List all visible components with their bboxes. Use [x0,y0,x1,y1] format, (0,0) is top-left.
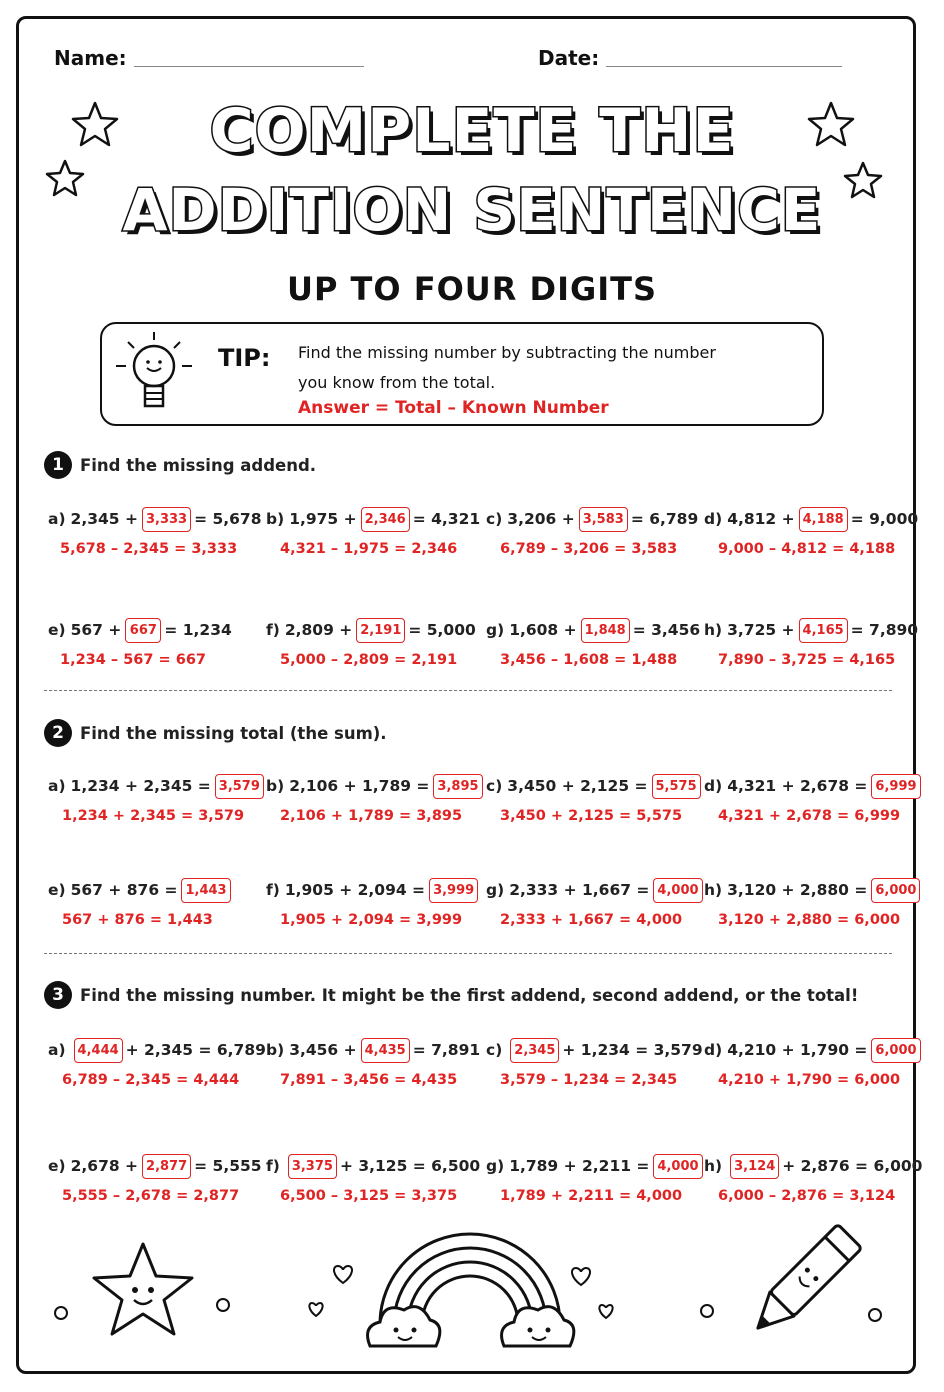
problem-before: 1,789 + 2,211 = [509,1157,650,1175]
answer-box[interactable]: 5,575 [652,774,701,799]
tip-formula: Answer = Total – Known Number [298,398,609,418]
section-3-header [44,980,858,1010]
problem-letter: g) [486,881,505,899]
worked-solution: 2,106 + 1,789 = 3,895 [280,808,463,824]
problem-before: 3,450 + 2,125 = [507,777,648,795]
problem-before: 567 + 876 = [70,881,178,899]
page-title-line2: ADDITION SENTENCE [122,176,822,244]
star-icon [44,158,86,200]
circle-icon [698,1302,716,1320]
answer-box[interactable]: 4,000 [653,878,702,903]
problem-before: 3,725 + [727,621,795,639]
answer-box[interactable]: 3,579 [215,774,264,799]
section-heading: Find the missing addend. [80,455,317,475]
answer-box[interactable]: 4,000 [653,1154,702,1179]
circle-icon [214,1296,232,1314]
problem-equation [486,874,706,906]
problem-after: + 1,234 = 3,579 [562,1041,703,1059]
answer-box[interactable]: 6,999 [871,774,920,799]
problem-after: = 9,000 [850,510,919,528]
problem-equation [48,1034,266,1066]
answer-box[interactable]: 1,848 [581,618,630,643]
worked-solution: 2,333 + 1,667 = 4,000 [500,912,683,928]
worked-solution: 4,321 + 2,678 = 6,999 [718,808,901,824]
worked-solution: 6,789 – 3,206 = 3,583 [500,541,678,557]
problem-after: = 3,456 [632,621,701,639]
problem-equation [704,770,924,802]
worked-solution: 4,210 + 1,790 = 6,000 [718,1072,901,1088]
answer-box[interactable]: 3,375 [288,1154,337,1179]
worked-solution: 6,000 – 2,876 = 3,124 [718,1188,896,1204]
problem-equation [266,1034,480,1066]
worked-solution: 5,678 – 2,345 = 3,333 [60,541,238,557]
section-2-header [44,718,387,748]
answer-box[interactable]: 3,583 [579,507,628,532]
problem-after: + 2,876 = 6,000 [782,1157,923,1175]
worked-solution: 3,450 + 2,125 = 5,575 [500,808,683,824]
worked-solution: 1,234 – 567 = 667 [60,652,206,668]
problem-letter: a) [48,777,66,795]
problem-letter: d) [704,1041,723,1059]
problem-letter: d) [704,510,723,528]
answer-box[interactable]: 667 [125,618,161,643]
section-number-badge: 2 [44,719,72,747]
answer-box[interactable]: 2,346 [361,507,410,532]
problem-before: 3,456 + [289,1041,357,1059]
lightbulb-icon [112,328,196,418]
problem-equation [704,1034,924,1066]
answer-box[interactable]: 3,124 [730,1154,779,1179]
problem-after: = 1,234 [164,621,232,639]
problem-after: = 6,789 [630,510,699,528]
star-icon [88,1238,198,1338]
worked-solution: 7,891 – 3,456 = 4,435 [280,1072,458,1088]
problem-before: 4,321 + 2,678 = [727,777,868,795]
circle-icon [52,1304,70,1322]
answer-box[interactable]: 2,191 [356,618,405,643]
worked-solution: 3,579 – 1,234 = 2,345 [500,1072,678,1088]
problem-letter: e) [48,881,66,899]
problem-equation [486,1034,703,1066]
problem-before: 4,210 + 1,790 = [727,1041,868,1059]
problem-letter: a) [48,510,66,528]
problem-before: 2,333 + 1,667 = [509,881,650,899]
problem-before: 2,678 + [70,1157,139,1175]
problem-letter: h) [704,881,723,899]
worked-solution: 4,321 – 1,975 = 2,346 [280,541,458,557]
problem-after: = 5,555 [194,1157,262,1175]
answer-box[interactable]: 4,165 [799,618,848,643]
problem-equation [486,770,704,802]
worked-solution: 1,905 + 2,094 = 3,999 [280,912,463,928]
problem-before: 4,812 + [727,510,795,528]
worked-solution: 1,234 + 2,345 = 3,579 [62,808,245,824]
problem-equation [266,503,480,535]
problem-equation [704,874,923,906]
problem-letter: b) [266,510,285,528]
problem-after: = 7,890 [850,621,919,639]
answer-box[interactable]: 3,895 [433,774,482,799]
section-heading: Find the missing number. It might be the first addend, second addend, or the total! [80,985,859,1005]
problem-letter: g) [486,1157,505,1175]
problem-equation [48,1150,262,1182]
problem-letter: a) [48,1041,66,1059]
problem-before: 2,345 + [70,510,138,528]
circle-icon [866,1306,884,1324]
problem-letter: f) [266,1157,280,1175]
answer-box[interactable]: 6,000 [871,878,920,903]
problem-after: = 7,891 [412,1041,481,1059]
problem-equation [486,1150,706,1182]
problem-letter: g) [486,621,505,639]
worked-solution: 567 + 876 = 1,443 [62,912,213,928]
problem-letter: b) [266,1041,285,1059]
worked-solution: 7,890 – 3,725 = 4,165 [718,652,896,668]
problem-letter: f) [266,881,280,899]
worked-solution: 6,789 – 2,345 = 4,444 [62,1072,240,1088]
answer-box[interactable]: 4,444 [74,1038,123,1063]
star-icon [70,100,120,150]
problem-after: = 5,678 [194,510,262,528]
star-icon [806,100,856,150]
problem-before: 2,106 + 1,789 = [289,777,430,795]
worked-solution: 3,456 – 1,608 = 1,488 [500,652,678,668]
problem-after: + 2,345 = 6,789 [125,1041,266,1059]
section-divider [44,953,892,954]
tip-text-line2: you know from the total. [298,373,496,392]
answer-box[interactable]: 6,000 [871,1038,920,1063]
answer-box[interactable]: 1,443 [181,878,230,903]
cloud-icon [502,1307,574,1346]
worked-solution: 1,789 + 2,211 = 4,000 [500,1188,683,1204]
worked-solution: 9,000 – 4,812 = 4,188 [718,541,896,557]
problem-before: 1,234 + 2,345 = [70,777,211,795]
problem-after: = 4,321 [412,510,481,528]
problem-letter: c) [486,777,503,795]
problem-letter: c) [486,1041,503,1059]
heart-icon [306,1300,326,1318]
answer-box[interactable]: 3,999 [429,878,478,903]
worked-solution: 5,555 – 2,678 = 2,877 [62,1188,240,1204]
problem-equation [704,1150,922,1182]
problem-before: 3,206 + [507,510,575,528]
problem-equation [704,503,918,535]
problem-after: = 5,000 [408,621,476,639]
problem-letter: h) [704,621,723,639]
problem-before: 1,608 + [509,621,577,639]
problem-before: 2,809 + [284,621,353,639]
problem-letter: b) [266,777,285,795]
worked-solution: 6,500 – 3,125 = 3,375 [280,1188,458,1204]
problem-equation [266,874,481,906]
heart-icon [596,1302,616,1320]
tip-label: TIP: [218,344,271,372]
worked-solution: 3,120 + 2,880 = 6,000 [718,912,901,928]
problem-equation [48,874,234,906]
name-label: Name: [54,46,127,70]
heart-icon [330,1262,356,1286]
section-number-badge: 1 [44,451,72,479]
problem-equation [486,503,698,535]
problem-equation [48,770,267,802]
problem-before: 1,905 + 2,094 = [284,881,426,899]
problem-equation [704,614,918,646]
problem-before: 1,975 + [289,510,357,528]
section-1-header [44,450,316,480]
answer-box[interactable]: 2,345 [510,1038,559,1063]
date-line[interactable] [606,66,842,67]
tip-text-line1: Find the missing number by subtracting the number [298,343,716,362]
date-label: Date: [538,46,600,70]
problem-letter: h) [704,1157,723,1175]
problem-equation [266,770,486,802]
problem-letter: e) [48,1157,66,1175]
star-icon [842,160,884,202]
problem-letter: c) [486,510,503,528]
answer-box[interactable]: 3,333 [142,507,191,532]
problem-equation [48,503,262,535]
worked-solution: 5,000 – 2,809 = 2,191 [280,652,458,668]
section-divider [44,690,892,691]
problem-equation [266,614,476,646]
pencil-icon [736,1220,866,1350]
problem-equation [48,614,232,646]
problem-after: + 3,125 = 6,500 [339,1157,481,1175]
section-number-badge: 3 [44,981,72,1009]
name-line[interactable] [134,66,364,67]
problem-letter: d) [704,777,723,795]
answer-box[interactable]: 2,877 [142,1154,191,1179]
answer-box[interactable]: 4,435 [361,1038,410,1063]
problem-equation [486,614,700,646]
answer-box[interactable]: 4,188 [799,507,848,532]
problem-letter: f) [266,621,280,639]
problem-before: 3,120 + 2,880 = [727,881,868,899]
section-heading: Find the missing total (the sum). [80,723,387,743]
cloud-icon [368,1307,440,1346]
rainbow-icon [360,1224,580,1354]
page-title-line1: COMPLETE THE [209,96,735,166]
page-subtitle: UP TO FOUR DIGITS [286,270,658,308]
problem-equation [266,1150,480,1182]
problem-before: 567 + [70,621,122,639]
problem-letter: e) [48,621,66,639]
